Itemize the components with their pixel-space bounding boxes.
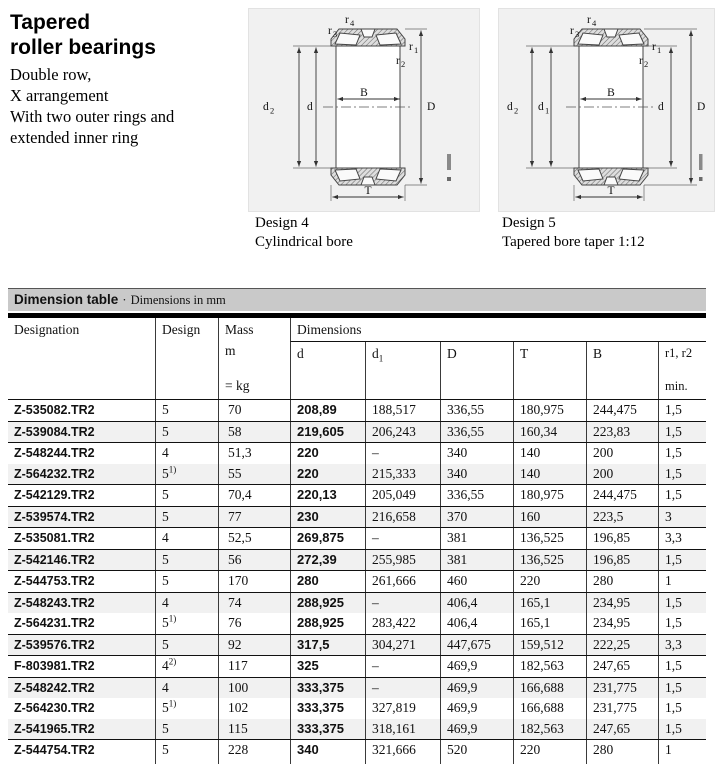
table-row — [8, 677, 706, 699]
header-col-d: d — [290, 342, 365, 399]
cell-r: 1,5 — [658, 719, 706, 740]
table-units-note: Dimensions in mm — [130, 293, 226, 307]
drawing-caption-design5 — [502, 214, 645, 252]
bearing-cross-section-design4-svg — [249, 9, 479, 211]
drawing-stamp — [447, 154, 451, 181]
cell-T: 166,688 — [513, 678, 586, 699]
cell-design: 4 — [155, 443, 218, 464]
table-row — [8, 549, 706, 571]
cell-r: 3,3 — [658, 528, 706, 549]
cell-B: 196,85 — [586, 528, 658, 549]
cell-mass: 70 — [218, 400, 290, 421]
svg-text:2: 2 — [401, 59, 406, 69]
cell-designation: Z-548242.TR2 — [14, 680, 95, 695]
cell-D: 336,55 — [440, 485, 513, 506]
caption-line2: Tapered bore taper 1:12 — [502, 234, 645, 250]
cell-d1: 215,333 — [365, 464, 440, 485]
label-B: B — [360, 87, 368, 99]
label-r2: r — [396, 55, 400, 67]
table-row — [8, 442, 706, 464]
svg-text:2: 2 — [514, 105, 519, 116]
cell-D: 336,55 — [440, 400, 513, 421]
bearing-drawing-design5 — [498, 8, 715, 212]
cell-designation: Z-548244.TR2 — [14, 446, 95, 460]
cell-D: 469,9 — [440, 678, 513, 699]
header-col-d1: $d_1$ — [365, 342, 440, 399]
cell-d1: – — [365, 656, 440, 677]
svg-text:3: 3 — [575, 29, 580, 39]
cell-d1: – — [365, 678, 440, 699]
label-r3: r — [570, 25, 574, 37]
cell-B: 231,775 — [586, 678, 658, 699]
cell-design: 4 — [155, 528, 218, 549]
cell-r: 1,5 — [658, 464, 706, 485]
svg-text:1: 1 — [545, 105, 550, 116]
cell-T: 159,512 — [513, 635, 586, 656]
cell-r: 1 — [658, 571, 706, 592]
label-r2: r — [639, 55, 643, 67]
cell-T: 182,563 — [513, 719, 586, 740]
cell-B: 280 — [586, 740, 658, 764]
label-d2: d — [263, 101, 269, 113]
subtitle-line: Double row, — [10, 65, 92, 84]
cell-designation: Z-548243.TR2 — [14, 595, 95, 610]
cell-designation: Z-542146.TR2 — [14, 552, 95, 567]
table-title-separator: · — [122, 292, 127, 307]
cell-designation: Z-542129.TR2 — [14, 488, 95, 502]
cell-D: 336,55 — [440, 422, 513, 443]
page-title — [10, 10, 156, 60]
label-T: T — [364, 185, 372, 197]
cell-r: 1,5 — [658, 613, 706, 634]
design-footnote: 1) — [168, 698, 177, 709]
cell-d: 220 — [290, 443, 365, 464]
header-mass: Mass m = kg — [218, 318, 290, 399]
cell-B: 200 — [586, 443, 658, 464]
label-T: T — [607, 185, 615, 197]
cell-d: 208,89 — [290, 400, 365, 421]
table-row — [8, 719, 706, 740]
table-row — [8, 592, 706, 614]
cell-mass: 76 — [218, 613, 290, 634]
svg-text:2: 2 — [270, 105, 275, 116]
table-row — [8, 421, 706, 443]
cell-design: 5 — [155, 571, 218, 592]
cell-D: 469,9 — [440, 656, 513, 677]
svg-text:1: 1 — [414, 45, 419, 55]
table-row — [8, 464, 706, 485]
cell-designation: Z-535081.TR2 — [14, 531, 95, 545]
cell-B: 222,25 — [586, 635, 658, 656]
cell-designation: Z-544753.TR2 — [14, 574, 95, 588]
cell-d: 325 — [290, 656, 365, 677]
label-r3: r — [328, 25, 332, 37]
cell-d: 288,925 — [290, 613, 365, 634]
cell-D: 340 — [440, 443, 513, 464]
cell-D: 469,9 — [440, 698, 513, 719]
cell-D: 447,675 — [440, 635, 513, 656]
cell-design: 5 — [155, 400, 218, 421]
cell-T: 160,34 — [513, 422, 586, 443]
header-col-r: r1, r2 min. — [658, 342, 706, 399]
cell-B: 280 — [586, 571, 658, 592]
cell-d1: 216,658 — [365, 507, 440, 528]
cell-design: 4$^{2)}$ — [155, 656, 218, 677]
cell-D: 381 — [440, 528, 513, 549]
cell-d: 230 — [290, 507, 365, 528]
table-row — [8, 506, 706, 528]
label-r1: r — [652, 41, 656, 53]
drawing-stamp — [699, 154, 703, 181]
cell-r: 1,5 — [658, 656, 706, 677]
table-row — [8, 484, 706, 506]
cell-mass: 170 — [218, 571, 290, 592]
cell-mass: 58 — [218, 422, 290, 443]
caption-line2: Cylindrical bore — [255, 234, 353, 250]
cell-d1: 261,666 — [365, 571, 440, 592]
cell-d: 220,13 — [290, 485, 365, 506]
header-col-D: D — [440, 342, 513, 399]
cell-d: 272,39 — [290, 550, 365, 571]
header-mass-kg: = kg — [225, 378, 250, 393]
cell-design: 5 — [155, 507, 218, 528]
header-design: Design — [155, 318, 218, 399]
header-dimensions: Dimensions — [290, 318, 706, 342]
design-footnote: 2) — [168, 656, 177, 667]
cell-T: 220 — [513, 740, 586, 764]
subtitle-line: extended inner ring — [10, 128, 139, 147]
cell-r: 1,5 — [658, 593, 706, 614]
cell-D: 340 — [440, 464, 513, 485]
cell-d: 340 — [290, 740, 365, 764]
design-footnote: 1) — [168, 613, 177, 624]
cell-T: 182,563 — [513, 656, 586, 677]
label-r4: r — [587, 14, 591, 26]
cell-d: 288,925 — [290, 593, 365, 614]
cell-designation: Z-539084.TR2 — [14, 424, 95, 439]
subtitle-line: With two outer rings and — [10, 107, 175, 126]
cell-d1: 205,049 — [365, 485, 440, 506]
cell-D: 460 — [440, 571, 513, 592]
cell-mass: 117 — [218, 656, 290, 677]
svg-text:2: 2 — [644, 59, 649, 69]
label-D: D — [697, 101, 706, 113]
cell-design: 4 — [155, 678, 218, 699]
label-r4: r — [345, 14, 349, 26]
cell-T: 136,525 — [513, 550, 586, 571]
header-mass-m: m — [225, 343, 236, 358]
cell-B: 200 — [586, 464, 658, 485]
cell-D: 406,4 — [440, 593, 513, 614]
cell-r: 1,5 — [658, 698, 706, 719]
cell-T: 140 — [513, 443, 586, 464]
cell-d: 317,5 — [290, 635, 365, 656]
page-subtitle — [10, 64, 174, 148]
table-body — [8, 399, 706, 764]
label-r1: r — [409, 41, 413, 53]
table-row — [8, 527, 706, 549]
cell-d: 280 — [290, 571, 365, 592]
table-title-bar — [8, 288, 706, 311]
cell-d1: 206,243 — [365, 422, 440, 443]
page-title-line1: Tapered — [10, 11, 91, 34]
cell-r: 1,5 — [658, 678, 706, 699]
cell-d1: 321,666 — [365, 740, 440, 764]
cell-design: 5 — [155, 550, 218, 571]
cell-B: 231,775 — [586, 698, 658, 719]
cell-r: 1,5 — [658, 422, 706, 443]
cell-mass: 102 — [218, 698, 290, 719]
cell-d1: – — [365, 593, 440, 614]
header-col-r-min: min. — [665, 379, 688, 393]
bearing-section — [566, 29, 656, 185]
cell-r: 1,5 — [658, 400, 706, 421]
cell-D: 370 — [440, 507, 513, 528]
cell-designation: Z-544754.TR2 — [14, 743, 95, 757]
svg-text:4: 4 — [592, 18, 597, 28]
table-row — [8, 698, 706, 719]
cell-T: 220 — [513, 571, 586, 592]
cell-T: 165,1 — [513, 613, 586, 634]
cell-designation: Z-539574.TR2 — [14, 509, 95, 524]
cell-mass: 77 — [218, 507, 290, 528]
cell-d: 333,375 — [290, 698, 365, 719]
label-D: D — [427, 101, 436, 113]
cell-designation: Z-539576.TR2 — [14, 637, 95, 652]
cell-r: 1,5 — [658, 485, 706, 506]
cell-d1: 327,819 — [365, 698, 440, 719]
table-row — [8, 399, 706, 421]
header-col-B: B — [586, 342, 658, 399]
bearing-drawing-design4 — [248, 8, 480, 212]
caption-line1: Design 4 — [255, 215, 309, 231]
cell-mass: 100 — [218, 678, 290, 699]
cell-mass: 55 — [218, 464, 290, 485]
table-row — [8, 739, 706, 764]
cell-design: 5$^{1)}$ — [155, 698, 218, 719]
cell-d: 333,375 — [290, 678, 365, 699]
bearing-section — [323, 29, 413, 185]
cell-B: 247,65 — [586, 656, 658, 677]
cell-d: 333,375 — [290, 719, 365, 740]
dimension-table — [8, 288, 706, 764]
cell-D: 469,9 — [440, 719, 513, 740]
header-designation: Designation — [14, 322, 80, 337]
cell-mass: 92 — [218, 635, 290, 656]
cell-T: 180,975 — [513, 485, 586, 506]
cell-B: 234,95 — [586, 613, 658, 634]
cell-T: 136,525 — [513, 528, 586, 549]
cell-mass: 51,3 — [218, 443, 290, 464]
label-d: d — [307, 101, 313, 113]
cell-mass: 228 — [218, 740, 290, 764]
svg-text:4: 4 — [350, 18, 355, 28]
cell-B: 223,5 — [586, 507, 658, 528]
table-row — [8, 655, 706, 677]
cell-B: 247,65 — [586, 719, 658, 740]
cell-designation: Z-564232.TR2 — [14, 466, 95, 481]
cell-designation: F-803981.TR2 — [14, 659, 95, 673]
cell-T: 140 — [513, 464, 586, 485]
cell-r: 3 — [658, 507, 706, 528]
cell-B: 234,95 — [586, 593, 658, 614]
cell-B: 196,85 — [586, 550, 658, 571]
cell-D: 520 — [440, 740, 513, 764]
cell-d1: 255,985 — [365, 550, 440, 571]
cell-d: 219,605 — [290, 422, 365, 443]
drawing-caption-design4 — [255, 214, 353, 252]
cell-mass: 115 — [218, 719, 290, 740]
label-d: d — [658, 101, 664, 113]
cell-designation: Z-564231.TR2 — [14, 616, 95, 630]
bearing-cross-section-design5-svg — [499, 9, 714, 211]
cell-d1: – — [365, 528, 440, 549]
table-row — [8, 570, 706, 592]
cell-design: 5 — [155, 740, 218, 764]
cell-design: 5 — [155, 422, 218, 443]
cell-T: 166,688 — [513, 698, 586, 719]
label-d1: d — [538, 101, 544, 113]
label-B: B — [607, 87, 615, 99]
cell-r: 1,5 — [658, 443, 706, 464]
cell-d1: 283,422 — [365, 613, 440, 634]
cell-design: 5 — [155, 719, 218, 740]
cell-B: 244,475 — [586, 400, 658, 421]
cell-designation: Z-564230.TR2 — [14, 701, 95, 715]
page-title-line2: roller bearings — [10, 36, 156, 59]
cell-B: 223,83 — [586, 422, 658, 443]
cell-r: 1 — [658, 740, 706, 764]
table-title: Dimension table — [14, 292, 119, 307]
caption-line1: Design 5 — [502, 215, 556, 231]
cell-mass: 74 — [218, 593, 290, 614]
cell-design: 5 — [155, 485, 218, 506]
cell-r: 1,5 — [658, 550, 706, 571]
svg-text:1: 1 — [657, 45, 662, 55]
svg-text:3: 3 — [333, 29, 338, 39]
cell-design: 5$^{1)}$ — [155, 613, 218, 634]
cell-d: 220 — [290, 464, 365, 485]
cell-B: 244,475 — [586, 485, 658, 506]
design-footnote: 1) — [168, 464, 177, 474]
cell-design: 5 — [155, 635, 218, 656]
cell-T: 160 — [513, 507, 586, 528]
cell-designation: Z-541965.TR2 — [14, 721, 95, 736]
cell-D: 381 — [440, 550, 513, 571]
label-d2: d — [507, 101, 513, 113]
table-header — [8, 318, 706, 399]
cell-d: 269,875 — [290, 528, 365, 549]
cell-designation: Z-535082.TR2 — [14, 403, 95, 417]
cell-d1: – — [365, 443, 440, 464]
table-row — [8, 634, 706, 656]
cell-T: 180,975 — [513, 400, 586, 421]
cell-mass: 70,4 — [218, 485, 290, 506]
cell-design: 5$^{1)}$ — [155, 464, 218, 485]
cell-T: 165,1 — [513, 593, 586, 614]
cell-mass: 56 — [218, 550, 290, 571]
cell-mass: 52,5 — [218, 528, 290, 549]
cell-D: 406,4 — [440, 613, 513, 634]
cell-d1: 188,517 — [365, 400, 440, 421]
table-row — [8, 613, 706, 634]
cell-r: 3,3 — [658, 635, 706, 656]
cell-design: 4 — [155, 593, 218, 614]
cell-d1: 304,271 — [365, 635, 440, 656]
subtitle-line: X arrangement — [10, 86, 109, 105]
cell-d1: 318,161 — [365, 719, 440, 740]
header-col-T: T — [513, 342, 586, 399]
